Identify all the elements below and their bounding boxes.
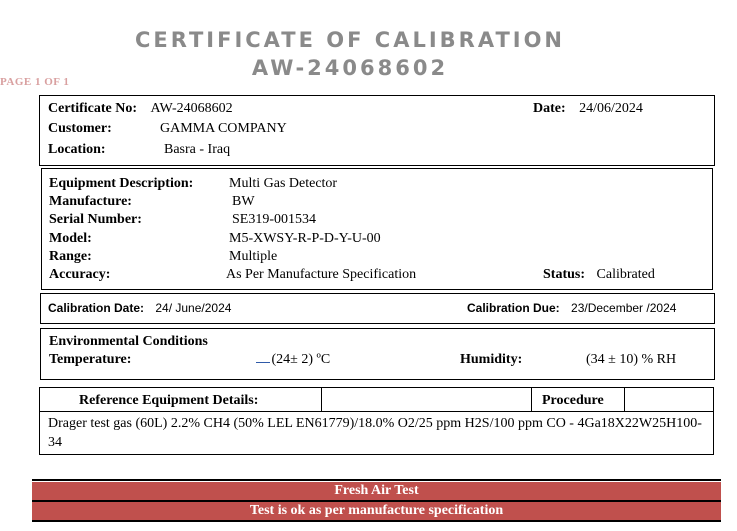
band-top-border [32,479,721,481]
date-row [533,101,643,117]
range-value: Multiple [229,249,278,264]
customer-label: Customer: [48,121,112,136]
test-result-band: Test is ok as per manufacture specification [32,502,721,520]
reference-blank-cell [321,387,532,412]
environment-heading: Environmental Conditions [49,334,208,349]
status-label: Status: [543,267,586,282]
customer-value: GAMMA COMPANY [160,121,287,136]
temperature-row [256,352,330,368]
calibration-date-value: 24/ June/2024 [155,301,232,315]
cert-no-row [48,101,233,117]
serial-number-label: Serial Number: [49,212,142,227]
humidity-value: (34 ± 10) % RH [586,352,677,367]
procedure-blank-cell [624,387,714,412]
temperature-label: Temperature: [49,352,132,367]
certificate-id-heading: AW-24068602 [251,56,449,80]
range-label: Range: [49,249,92,264]
band-bottom-border [32,520,721,522]
calibration-due-row [467,301,676,315]
calibration-due-value: 23/December /2024 [571,301,677,315]
procedure-heading: Procedure [542,393,604,408]
location-value: Basra - Iraq [164,142,231,157]
cursor-underline [256,362,270,363]
temperature-value: (24± 2) ºC [271,352,331,367]
calibration-date-label: Calibration Date: [48,301,145,315]
cert-no-value: AW-24068602 [150,101,233,116]
location-row [48,142,106,158]
accuracy-value: As Per Manufacture Specification [226,267,417,282]
reference-details: Drager test gas (60L) 2.2% CH4 (50% LEL EN61779)/18.0% O2/25 ppm H2S/100 ppm CO - 4Ga18X22W25H100-34 [48,416,702,450]
humidity-label: Humidity: [460,352,523,367]
certificate-title: CERTIFICATE OF CALIBRATION [134,28,566,52]
calibration-due-label: Calibration Due: [467,301,560,315]
status-value: Calibrated [596,267,655,282]
date-label: Date: [533,101,566,116]
equipment-description-value: Multi Gas Detector [229,176,338,191]
cert-no-label: Certificate No: [48,101,138,116]
location-label: Location: [48,142,106,157]
manufacture-value: BW [232,194,255,209]
page-number: PAGE 1 OF 1 [0,76,70,88]
model-value: M5-XWSY-R-P-D-Y-U-00 [229,231,381,246]
date-value: 24/06/2024 [579,101,643,116]
model-label: Model: [49,231,92,246]
customer-row [48,121,112,137]
status-row [543,267,655,283]
manufacture-label: Manufacture: [49,194,132,209]
calibration-date-row [48,301,231,315]
reference-heading: Reference Equipment Details: [79,393,259,408]
fresh-air-test-band: Fresh Air Test [32,482,721,500]
equipment-description-label: Equipment Description: [49,176,194,191]
serial-number-value: SE319-001534 [232,212,316,227]
accuracy-label: Accuracy: [49,267,111,282]
